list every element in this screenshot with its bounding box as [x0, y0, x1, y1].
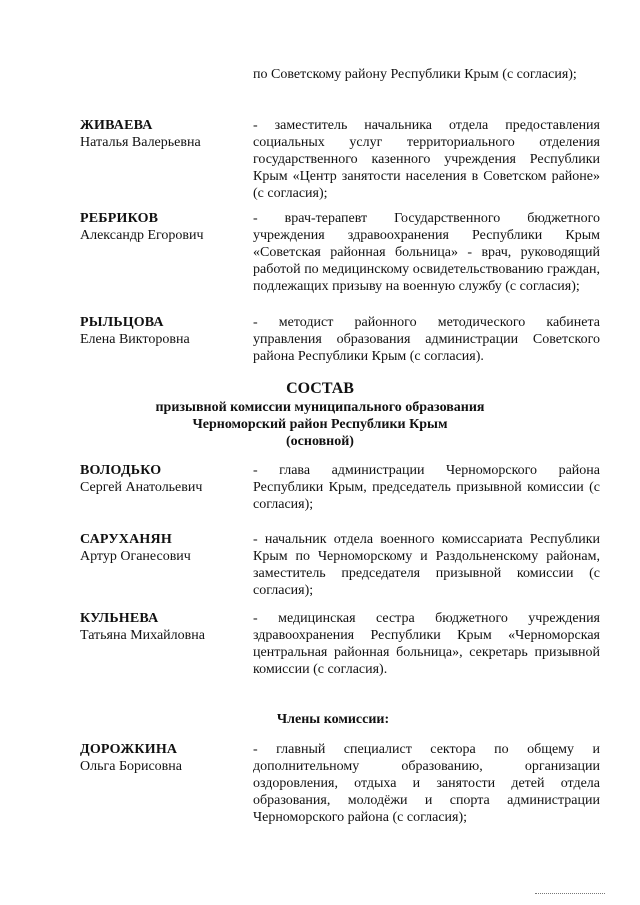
person-given-name: Ольга Борисовна	[80, 759, 182, 774]
section-title: СОСТАВ	[286, 380, 354, 397]
person-role: - методист районного методического кабинета управления образования администрации Советского района Республики Крым (с согласия).	[253, 315, 600, 364]
person-given-name: Сергей Анатольевич	[80, 480, 203, 495]
person-surname: ДОРОЖКИНА	[80, 742, 178, 757]
section-subtitle-line2: Черноморский район Республики Крым	[192, 417, 448, 432]
person-name-block	[80, 210, 250, 244]
person-name-block	[80, 531, 250, 565]
person-surname: ЖИВАЕВА	[80, 118, 153, 133]
person-given-name: Наталья Валерьевна	[80, 135, 201, 150]
page-footer-mark	[535, 893, 605, 896]
person-role: - заместитель начальника отдела предоставления социальных услуг территориального отделения государственного казенного учреждения Республики Крым «Центр занятости населения в Советском районе» (с согласия);	[253, 118, 600, 201]
person-given-name: Елена Викторовна	[80, 332, 190, 347]
person-role: - врач-терапевт Государственного бюджетного учреждения здравоохранения Республики Крым «Советская районная больница» - врач, руководящий работой по медицинскому освидетельствованию граждан, подлежащих призыву на военную службу (с согласия);	[253, 211, 600, 294]
person-name-block	[80, 741, 250, 775]
person-role: - главный специалист сектора по общему и дополнительному образованию, организации оздоровления, отдыха и занятости детей отдела образования, молодёжи и спорта администрации Черноморского района (с согласия);	[253, 742, 600, 825]
continuation-text: по Советскому району Республики Крым (с согласия);	[253, 67, 577, 82]
person-name-block	[80, 610, 250, 644]
person-given-name: Артур Оганесович	[80, 549, 191, 564]
person-name-block	[80, 314, 250, 348]
person-surname: РЫЛЬЦОВА	[80, 315, 164, 330]
person-surname: ВОЛОДЬКО	[80, 463, 162, 478]
section-subtitle-line1: призывной комиссии муниципального образования	[155, 400, 485, 415]
person-surname: РЕБРИКОВ	[80, 211, 159, 226]
person-name-block	[80, 117, 250, 151]
person-role: - начальник отдела военного комиссариата Республики Крым по Черноморскому и Раздольненскому районам, заместитель председателя призывной комиссии (с согласия);	[253, 532, 600, 598]
person-surname: КУЛЬНЕВА	[80, 611, 159, 626]
person-given-name: Александр Егорович	[80, 228, 204, 243]
person-name-block	[80, 462, 250, 496]
person-given-name: Татьяна Михайловна	[80, 628, 205, 643]
section-subtitle-line3: (основной)	[286, 434, 354, 449]
members-heading: Члены комиссии:	[276, 712, 390, 727]
person-role: - глава администрации Черноморского района Республики Крым, председатель призывной комиссии (с согласия);	[253, 463, 600, 512]
person-surname: САРУХАНЯН	[80, 532, 172, 547]
person-role: - медицинская сестра бюджетного учреждения здравоохранения Республики Крым «Черноморская центральная районная больница», секретарь призывной комиссии (с согласия).	[253, 611, 600, 677]
